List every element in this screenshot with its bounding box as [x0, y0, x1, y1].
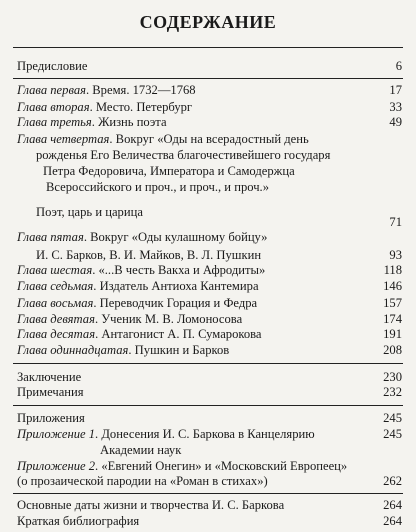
divider — [13, 493, 403, 494]
toc-page-number: 264 — [383, 514, 402, 528]
chapter-title: Жизнь поэта — [98, 115, 167, 129]
toc-entry-continuation: Петра Федоровича, Императора и Самодержца — [43, 164, 295, 178]
toc-entry-appendix-2: Приложение 2. «Евгений Онегин» и «Московский Европеец» — [17, 459, 348, 473]
toc-entry-chapter-10: Глава десятая. Антагонист А. П. Сумарокова 191 — [17, 327, 402, 341]
toc-page-number: 208 — [383, 343, 402, 357]
toc-page-number: 17 — [389, 83, 402, 97]
toc-entry-notes — [17, 384, 402, 401]
chapter-label: Глава седьмая — [17, 279, 94, 293]
chapter-title: Переводчик Горация и Федра — [99, 296, 258, 310]
page-title: СОДЕРЖАНИЕ — [139, 12, 277, 32]
toc-page-number: 230 — [383, 370, 402, 384]
chapter-label: Глава десятая — [17, 327, 96, 341]
chapter-title: Пушкин и Барков — [134, 343, 230, 357]
toc-entry-chapter-1: Глава первая. Время. 1732—1768 17 — [17, 83, 402, 97]
chapter-label: Глава девятая — [17, 312, 95, 326]
chapter-title: Антагонист А. П. Сумарокова — [101, 327, 262, 341]
toc-page-number: 71 — [389, 215, 402, 229]
chapter-label: Глава вторая — [17, 100, 90, 114]
toc-entry-title: Краткая библиография — [17, 514, 140, 528]
toc-page-number: 146 — [383, 279, 402, 293]
divider — [13, 363, 403, 364]
toc-entry-title: Предисловие — [17, 59, 88, 73]
chapter-title: Вокруг «Оды на всерадостный день — [115, 132, 309, 146]
toc-entry-continuation: Всероссийского и проч., и проч., и проч.» — [46, 180, 269, 194]
toc-page-number: 118 — [383, 263, 402, 277]
appendix-label: Приложение 2 — [17, 459, 96, 473]
toc-page-number: 174 — [383, 312, 402, 326]
toc-page-number: 93 — [389, 248, 402, 262]
appendix-title: Донесения И. С. Баркова в Канцелярию — [101, 427, 315, 441]
toc-entry-chapter-11: Глава одиннадцатая. Пушкин и Барков 208 — [17, 343, 402, 357]
chapter-label: Глава восьмая — [17, 296, 94, 310]
toc-page-number: 191 — [383, 327, 402, 341]
toc-entry-chapter-4: Глава четвертая. Вокруг «Оды на всерадостный день — [17, 132, 309, 146]
chapter-label: Глава одиннадцатая — [17, 343, 129, 357]
chapter-title: «...В честь Вакха и Афродиты» — [98, 263, 266, 277]
toc-page-number: 33 — [389, 100, 402, 114]
toc-entry-continuation: рожденья Его Величества благочестивейшего государя — [36, 148, 331, 162]
chapter-title: Время. 1732—1768 — [92, 83, 196, 97]
toc-page-number: 157 — [383, 296, 402, 310]
chapter-title: Место. Петербург — [95, 100, 193, 114]
toc-entry-title: Приложения — [17, 411, 85, 425]
toc-entry-preface — [17, 58, 402, 75]
toc-page-number: 232 — [383, 385, 402, 399]
toc-entry-continuation: Поэт, царь и царица — [36, 205, 143, 219]
divider — [13, 405, 403, 406]
toc-entry-appendices — [17, 410, 402, 427]
toc-entry-title: Заключение — [17, 370, 82, 384]
toc-page-number: 264 — [383, 498, 402, 512]
toc-entry-title: Основные даты жизни и творчества И. С. Баркова — [17, 498, 285, 512]
appendix-label: Приложение 1 — [17, 427, 96, 441]
chapter-label: Глава третья — [17, 115, 92, 129]
toc-page-number: 245 — [383, 427, 402, 441]
toc-entry-dates — [17, 497, 402, 514]
toc-entry-title: Примечания — [17, 385, 84, 399]
toc-entry-chapter-2: Глава вторая. Место. Петербург 33 — [17, 100, 402, 114]
toc-entry-chapter-3: Глава третья. Жизнь поэта 49 — [17, 115, 402, 129]
toc-page-number: 49 — [389, 115, 402, 129]
toc-entry-chapter-6: Глава шестая. «...В честь Вакха и Афродиты» 118 — [17, 263, 402, 277]
toc-entry-continuation: Академии наук — [100, 443, 182, 457]
chapter-label: Глава пятая — [17, 230, 84, 244]
toc-page-number: 6 — [395, 59, 402, 73]
divider — [13, 78, 403, 79]
chapter-label: Глава первая — [17, 83, 86, 97]
appendix-title: «Евгений Онегин» и «Московский Европеец» — [101, 459, 348, 473]
toc-entry-chapter-9: Глава девятая. Ученик М. В. Ломоносова 174 — [17, 312, 402, 326]
toc-entry-bibliography — [17, 513, 402, 530]
toc-entry-continuation: И. С. Барков, В. И. Майков, В. Л. Пушкин 93 — [36, 248, 402, 262]
divider — [13, 47, 403, 48]
chapter-title: Вокруг «Оды кулашному бойцу» — [90, 230, 268, 244]
toc-page-number: 262 — [383, 474, 402, 488]
chapter-title: Ученик М. В. Ломоносова — [101, 312, 243, 326]
toc-entry-chapter-7: Глава седьмая. Издатель Антиоха Кантемира 146 — [17, 279, 402, 293]
chapter-label: Глава шестая — [17, 263, 93, 277]
toc-entry-continuation: (о прозаической пародии на «Роман в стихах») 262 — [17, 474, 402, 488]
toc-entry-chapter-5: Глава пятая. Вокруг «Оды кулашному бойцу» — [17, 230, 268, 244]
toc-entry-chapter-8: Глава восьмая. Переводчик Горация и Федра 157 — [17, 296, 402, 310]
toc-entry-appendix-1: Приложение 1. Донесения И. С. Баркова в Канцелярию 245 — [17, 427, 402, 441]
chapter-title: Издатель Антиоха Кантемира — [99, 279, 259, 293]
chapter-label: Глава четвертая — [17, 132, 110, 146]
toc-page-number: 245 — [383, 411, 402, 425]
